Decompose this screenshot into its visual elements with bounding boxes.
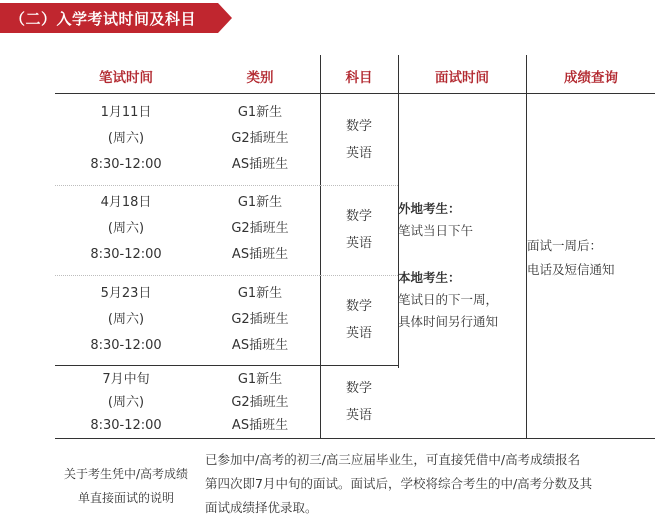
category-as: AS插班生 <box>231 247 289 262</box>
category-as: AS插班生 <box>231 157 289 172</box>
row-divider-1 <box>55 185 320 186</box>
note-body-line2: 第四次即7月中旬的面试。面试后，学校将综合考生的中/高考分数及其 <box>205 476 593 491</box>
exam-hours: 8:30-12:00 <box>90 418 162 433</box>
exam-date: 7月中旬 <box>102 372 150 387</box>
category-cell <box>205 368 315 437</box>
category-as: AS插班生 <box>231 338 289 353</box>
exam-hours: 8:30-12:00 <box>90 338 162 353</box>
category-cell <box>205 100 315 178</box>
category-cell <box>205 190 315 268</box>
note-title-line2: 单直接面试的说明 <box>77 491 174 505</box>
interview-local-line1: 笔试日的下一周， <box>398 292 499 307</box>
subject-english: 英语 <box>345 146 372 161</box>
category-g1: G1新生 <box>237 286 283 301</box>
note-body-line1: 已参加中/高考的初三/高三应届毕业生，可直接凭借中/高考成绩报名 <box>205 452 581 467</box>
row-divider-2 <box>55 275 320 276</box>
category-g2: G2插班生 <box>231 131 289 146</box>
note-title-line1: 关于考生凭中/高考成绩 <box>63 467 189 481</box>
exam-date: 1月11日 <box>100 105 152 120</box>
interview-local-title: 本地考生： <box>398 270 461 285</box>
section-banner <box>0 3 232 33</box>
exam-weekday: (周六) <box>107 131 145 146</box>
interview-nonlocal <box>398 198 473 242</box>
subject-divider-1 <box>320 185 398 186</box>
score-line1: 面试一周后： <box>527 238 603 253</box>
subject-math: 数学 <box>345 381 372 396</box>
subject-cell <box>320 375 398 429</box>
exam-weekday: (周六) <box>107 312 145 327</box>
exam-weekday: (周六) <box>107 221 145 236</box>
category-as: AS插班生 <box>231 418 289 433</box>
score-line2: 电话及短信通知 <box>527 262 615 277</box>
interview-local-line2: 具体时间另行通知 <box>398 314 499 329</box>
header-category: 类别 <box>246 70 274 86</box>
note-body-line3: 面试成绩择优录取。 <box>205 500 318 515</box>
written-time-cell <box>62 281 190 359</box>
written-time-cell <box>62 100 190 178</box>
exam-weekday: (周六) <box>107 395 145 410</box>
note-body <box>205 448 650 520</box>
category-g1: G1新生 <box>237 105 283 120</box>
subject-math: 数学 <box>345 119 372 134</box>
subject-cell <box>320 293 398 347</box>
exam-date: 4月18日 <box>100 195 152 210</box>
subject-english: 英语 <box>345 326 372 341</box>
category-g2: G2插班生 <box>231 395 289 410</box>
interview-nonlocal-text: 笔试当日下午 <box>398 223 474 238</box>
subject-cell <box>320 113 398 167</box>
score-query-cell <box>527 234 615 282</box>
row-divider-4 <box>55 365 398 366</box>
header-interview-time: 面试时间 <box>435 70 489 86</box>
category-g1: G1新生 <box>237 372 283 387</box>
category-g1: G1新生 <box>237 195 283 210</box>
header-written-time: 笔试时间 <box>99 70 153 86</box>
subject-english: 英语 <box>345 408 372 423</box>
exam-hours: 8:30-12:00 <box>90 157 162 172</box>
category-g2: G2插班生 <box>231 221 289 236</box>
written-time-cell <box>62 190 190 268</box>
note-title <box>52 462 200 510</box>
header-score-query: 成绩查询 <box>564 70 618 86</box>
subject-divider-2 <box>320 275 398 276</box>
section-title: （二）入学考试时间及科目 <box>10 10 197 28</box>
exam-date: 5月23日 <box>100 286 152 301</box>
table-bottom-divider <box>55 438 655 439</box>
exam-hours: 8:30-12:00 <box>90 247 162 262</box>
category-cell <box>205 281 315 359</box>
subject-english: 英语 <box>345 236 372 251</box>
header-divider <box>55 93 655 94</box>
subject-cell <box>320 203 398 257</box>
written-time-cell <box>62 368 190 437</box>
header-subject: 科目 <box>345 70 373 86</box>
category-g2: G2插班生 <box>231 312 289 327</box>
interview-local <box>398 267 498 333</box>
interview-nonlocal-title: 外地考生： <box>398 201 461 216</box>
subject-math: 数学 <box>345 299 372 314</box>
subject-math: 数学 <box>345 209 372 224</box>
